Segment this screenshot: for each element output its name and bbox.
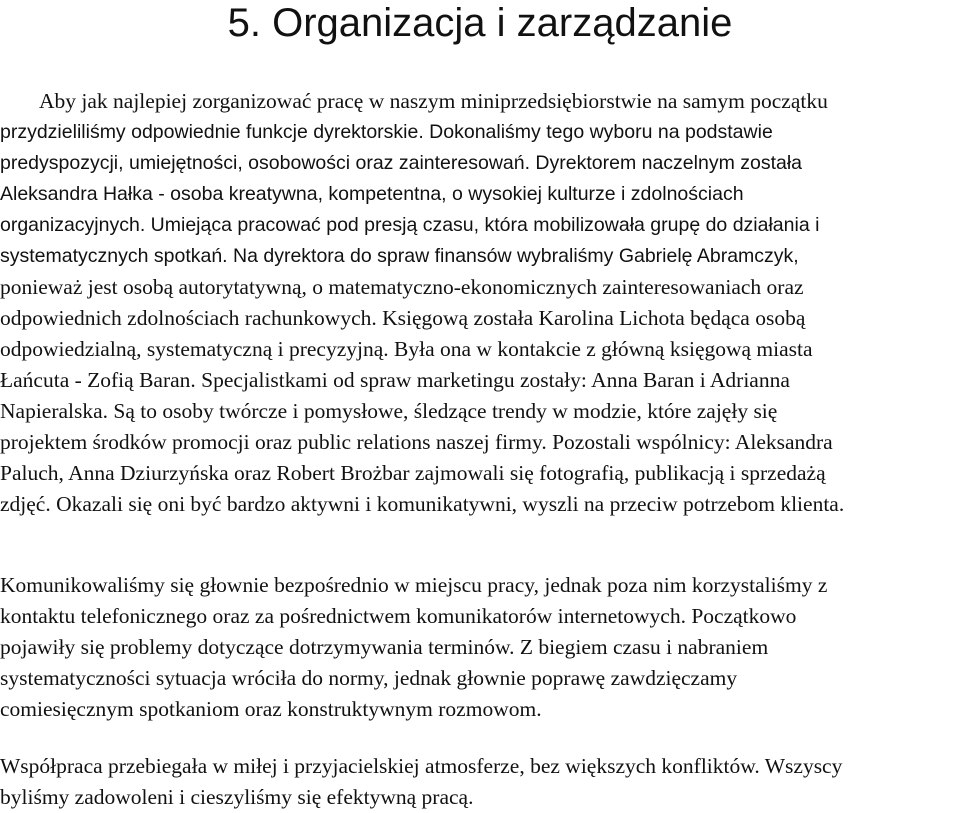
paragraph-line: Paluch, Anna Dziurzyńska oraz Robert Brożbar zajmowali się fotografią, publikacją i sprzedażą — [0, 461, 826, 485]
paragraph-line: Aby jak najlepiej zorganizować pracę w naszym miniprzedsiębiorstwie na samym początku — [39, 89, 828, 113]
paragraph-line: projektem środków promocji oraz public relations naszej firmy. Pozostali wspólnicy: Aleksandra — [0, 430, 833, 454]
paragraph-cooperation — [0, 751, 842, 813]
paragraph-line: Komunikowaliśmy się głownie bezpośrednio w miejscu pracy, jednak poza nim korzystaliśmy z — [0, 573, 828, 597]
paragraph-line: systematycznych spotkań. Na dyrektora do spraw finansów wybraliśmy Gabrielę Abramczyk, — [0, 245, 799, 267]
paragraph-line: odpowiednich zdolnościach rachunkowych. Księgową została Karolina Lichota będąca osobą — [0, 306, 806, 330]
paragraph-line: zdjęć. Okazali się oni być bardzo aktywni i komunikatywni, wyszli na przeciw potrzebom klienta. — [0, 492, 845, 516]
paragraph-line: predyspozycji, umiejętności, osobowości oraz zainteresowań. Dyrektorem naczelnym została — [0, 152, 803, 174]
paragraph-line: przydzieliliśmy odpowiednie funkcje dyrektorskie. Dokonaliśmy tego wyboru na podstawie — [0, 121, 773, 143]
paragraph-organization — [0, 86, 844, 520]
paragraph-line: comiesięcznym spotkaniom oraz konstruktywnym rozmowom. — [0, 697, 542, 721]
paragraph-line: Łańcuta - Zofią Baran. Specjalistkami od spraw marketingu zostały: Anna Baran i Adrianna — [0, 368, 790, 392]
paragraph-line: organizacyjnych. Umiejąca pracować pod presją czasu, która mobilizowała grupę do działania i — [0, 214, 820, 236]
paragraph-line: byliśmy zadowoleni i cieszyliśmy się efektywną pracą. — [0, 785, 474, 809]
paragraph-line: odpowiedzialną, systematyczną i precyzyjną. Była ona w kontakcie z główną księgową miasta — [0, 337, 813, 361]
paragraph-line: Napieralska. Są to osoby twórcze i pomysłowe, śledzące trendy w modzie, które zajęły się — [0, 399, 778, 423]
paragraph-line: Aleksandra Hałka - osoba kreatywna, kompetentna, o wysokiej kulturze i zdolnościach — [0, 183, 744, 205]
paragraph-line: ponieważ jest osobą autorytatywną, o matematyczno-ekonomicznych zainteresowaniach oraz — [0, 275, 804, 299]
section-heading: 5. Organizacja i zarządzanie — [227, 1, 733, 45]
paragraph-line: kontaktu telefonicznego oraz za pośrednictwem komunikatorów internetowych. Początkowo — [0, 604, 797, 628]
paragraph-communication — [0, 570, 827, 725]
paragraph-line: pojawiły się problemy dotyczące dotrzymywania terminów. Z biegiem czasu i nabraniem — [0, 635, 769, 659]
paragraph-line: systematyczności sytuacja wróciła do normy, jednak głownie poprawę zawdzięczamy — [0, 666, 738, 690]
paragraph-line: Współpraca przebiegała w miłej i przyjacielskiej atmosferze, bez większych konfliktów. Wszyscy — [0, 754, 843, 778]
